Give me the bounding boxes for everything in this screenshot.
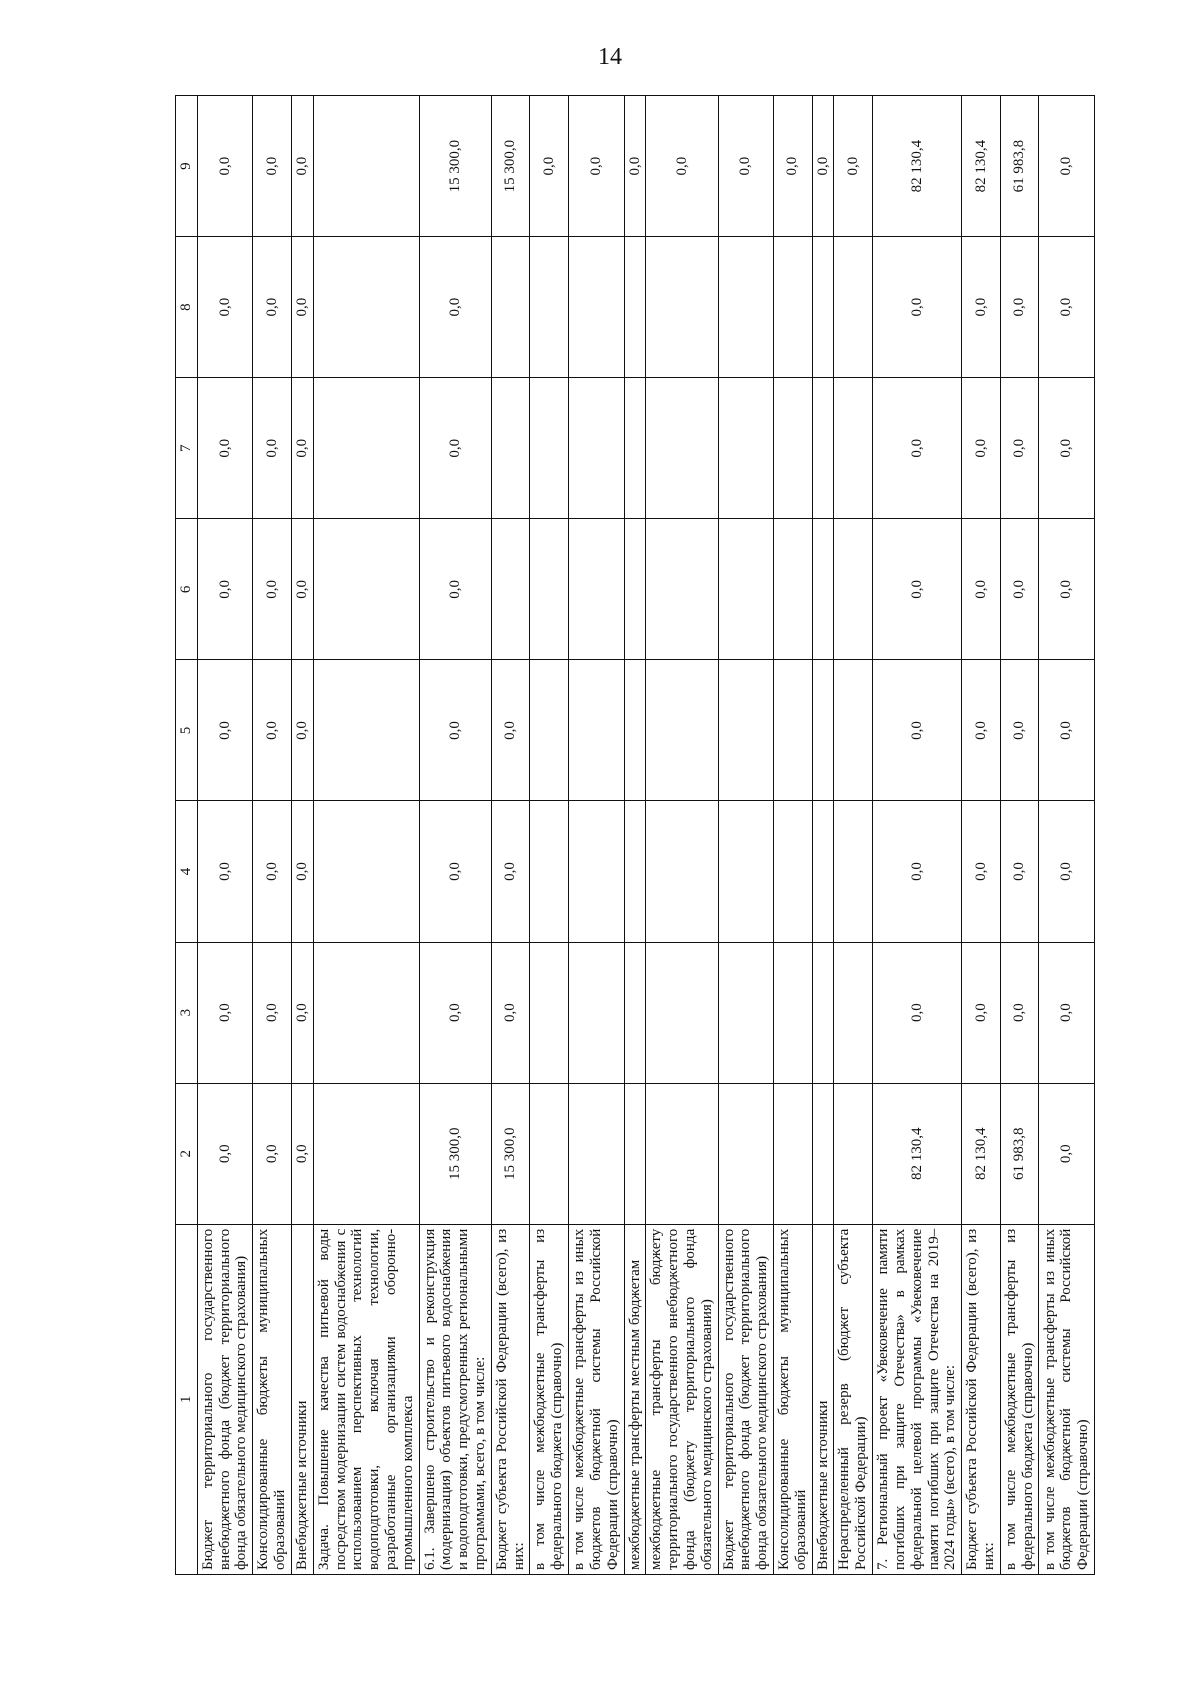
table-header [176, 96, 198, 1575]
value-cell: 0,0 [1039, 660, 1095, 801]
value-cell: 0,0 [253, 378, 292, 519]
table-row [962, 96, 1001, 1575]
value-cell: 0,0 [291, 519, 313, 660]
row-label: Задача. Повышение качества питьевой воды посредством модернизации систем водоснабжения с использованием перспективных технологий водоподготовки, включая технологии, разработанные организациями оборонно-промышленного комплекса [313, 1224, 419, 1574]
value-cell: 82 130,4 [873, 96, 962, 237]
value-cell: 0,0 [962, 378, 1001, 519]
row-label: межбюджетные трансферты местным бюджетам [624, 1224, 646, 1574]
value-cell: 0,0 [962, 237, 1001, 378]
value-cell [718, 1083, 773, 1224]
table-row [624, 96, 646, 1575]
row-label: в том числе межбюджетные трансферты из иных бюджетов бюджетной системы Российской Федерации (справочно) [569, 1224, 624, 1574]
value-cell [569, 378, 624, 519]
value-cell: 0,0 [569, 96, 624, 237]
value-cell: 0,0 [1000, 519, 1039, 660]
row-label: Внебюджетные источники [812, 1224, 834, 1574]
value-cell [624, 378, 646, 519]
value-cell: 0,0 [197, 237, 252, 378]
value-cell: 0,0 [291, 660, 313, 801]
value-cell [812, 519, 834, 660]
value-cell: 15 300,0 [419, 1083, 491, 1224]
row-label: в том числе межбюджетные трансферты из иных бюджетов бюджетной системы Российской Федерации (справочно) [1039, 1224, 1095, 1574]
value-cell: 0,0 [1039, 801, 1095, 942]
value-cell [491, 237, 530, 378]
value-cell: 0,0 [291, 942, 313, 1083]
row-label: Бюджет субъекта Российской Федерации (всего), из них: [491, 1224, 530, 1574]
value-cell: 0,0 [291, 378, 313, 519]
value-cell [313, 378, 419, 519]
value-cell [569, 942, 624, 1083]
value-cell [812, 237, 834, 378]
value-cell: 0,0 [1000, 942, 1039, 1083]
value-cell: 0,0 [873, 519, 962, 660]
value-cell: 0,0 [1000, 237, 1039, 378]
value-cell: 0,0 [1039, 519, 1095, 660]
value-cell: 0,0 [419, 660, 491, 801]
value-cell: 0,0 [718, 96, 773, 237]
value-cell [624, 1083, 646, 1224]
row-label: в том числе межбюджетные трансферты из федерального бюджета (справочно) [530, 1224, 569, 1574]
column-header: 8 [176, 237, 198, 378]
value-cell [718, 660, 773, 801]
value-cell [774, 801, 813, 942]
value-cell [530, 801, 569, 942]
value-cell: 82 130,4 [962, 96, 1001, 237]
page-number: 14 [598, 44, 622, 70]
value-cell [313, 801, 419, 942]
value-cell: 0,0 [253, 519, 292, 660]
value-cell [834, 801, 873, 942]
column-header: 9 [176, 96, 198, 237]
value-cell: 0,0 [291, 237, 313, 378]
table-row [646, 96, 718, 1575]
table-body [197, 96, 1094, 1575]
value-cell: 0,0 [253, 801, 292, 942]
value-cell [774, 1083, 813, 1224]
value-cell [646, 1083, 718, 1224]
value-cell: 0,0 [197, 660, 252, 801]
value-cell: 0,0 [253, 1083, 292, 1224]
value-cell [530, 942, 569, 1083]
value-cell [718, 801, 773, 942]
table-row [197, 96, 252, 1575]
value-cell [834, 378, 873, 519]
value-cell [834, 519, 873, 660]
value-cell: 0,0 [491, 942, 530, 1083]
row-label: в том числе межбюджетные трансферты из федерального бюджета (справочно) [1000, 1224, 1039, 1574]
value-cell: 0,0 [419, 942, 491, 1083]
table-row [419, 96, 491, 1575]
value-cell: 0,0 [419, 237, 491, 378]
value-cell: 0,0 [253, 942, 292, 1083]
value-cell: 0,0 [1000, 660, 1039, 801]
column-header: 7 [176, 378, 198, 519]
value-cell: 0,0 [197, 801, 252, 942]
value-cell: 0,0 [530, 96, 569, 237]
table-row [313, 96, 419, 1575]
value-cell [718, 237, 773, 378]
budget-table [175, 95, 1095, 1575]
value-cell [569, 519, 624, 660]
table-row [774, 96, 813, 1575]
value-cell: 0,0 [624, 96, 646, 237]
value-cell [624, 237, 646, 378]
value-cell [530, 378, 569, 519]
value-cell [774, 519, 813, 660]
column-header: 1 [176, 1224, 198, 1574]
value-cell: 0,0 [253, 96, 292, 237]
value-cell [646, 801, 718, 942]
row-label: Бюджет территориального государственного внебюджетного фонда (бюджет территориального фонда обязательного медицинского страхования) [718, 1224, 773, 1574]
value-cell: 0,0 [1039, 942, 1095, 1083]
value-cell [646, 237, 718, 378]
value-cell: 61 983,8 [1000, 1083, 1039, 1224]
table-row [291, 96, 313, 1575]
value-cell: 0,0 [197, 96, 252, 237]
value-cell [569, 1083, 624, 1224]
value-cell: 61 983,8 [1000, 96, 1039, 237]
value-cell: 0,0 [873, 237, 962, 378]
table-row [718, 96, 773, 1575]
value-cell: 0,0 [1000, 378, 1039, 519]
value-cell: 0,0 [1039, 237, 1095, 378]
value-cell [530, 660, 569, 801]
value-cell: 0,0 [774, 96, 813, 237]
value-cell [646, 942, 718, 1083]
value-cell: 0,0 [962, 660, 1001, 801]
value-cell: 15 300,0 [491, 96, 530, 237]
value-cell: 0,0 [419, 378, 491, 519]
value-cell: 0,0 [834, 96, 873, 237]
value-cell [834, 660, 873, 801]
value-cell [834, 942, 873, 1083]
value-cell: 0,0 [491, 660, 530, 801]
value-cell: 0,0 [873, 801, 962, 942]
value-cell [530, 519, 569, 660]
value-cell [774, 237, 813, 378]
value-cell [624, 942, 646, 1083]
table-row [530, 96, 569, 1575]
table-row [569, 96, 624, 1575]
column-header: 3 [176, 942, 198, 1083]
table-row [253, 96, 292, 1575]
value-cell [313, 660, 419, 801]
value-cell [718, 519, 773, 660]
table-row [834, 96, 873, 1575]
value-cell: 0,0 [873, 660, 962, 801]
value-cell [646, 660, 718, 801]
value-cell: 0,0 [812, 96, 834, 237]
value-cell [834, 1083, 873, 1224]
value-cell [774, 942, 813, 1083]
value-cell: 0,0 [1039, 1083, 1095, 1224]
value-cell: 0,0 [197, 519, 252, 660]
value-cell [774, 660, 813, 801]
value-cell: 15 300,0 [419, 96, 491, 237]
rotated-table-frame [175, 95, 1095, 1575]
table-row [1039, 96, 1095, 1575]
row-label: межбюджетные трансферты бюджету территориального государственного внебюджетного фонда (бюджету территориального фонда обязательного медицинского страхования) [646, 1224, 718, 1574]
row-label: Консолидированные бюджеты муниципальных образований [253, 1224, 292, 1574]
column-header: 6 [176, 519, 198, 660]
row-label: 6.1. Завершено строительство и реконструкция (модернизация) объектов питьевого водоснабжения и водоподготовки, предусмотренных региональными программами, всего, в том числе: [419, 1224, 491, 1574]
value-cell [313, 519, 419, 660]
value-cell: 0,0 [197, 378, 252, 519]
value-cell [812, 1083, 834, 1224]
value-cell [718, 942, 773, 1083]
value-cell: 0,0 [197, 1083, 252, 1224]
value-cell [530, 1083, 569, 1224]
value-cell: 0,0 [291, 1083, 313, 1224]
value-cell [313, 237, 419, 378]
value-cell [624, 660, 646, 801]
value-cell [624, 801, 646, 942]
column-header: 4 [176, 801, 198, 942]
value-cell [313, 96, 419, 237]
value-cell [646, 519, 718, 660]
value-cell [774, 378, 813, 519]
value-cell [313, 1083, 419, 1224]
value-cell: 0,0 [1039, 378, 1095, 519]
value-cell: 0,0 [419, 801, 491, 942]
value-cell [812, 942, 834, 1083]
value-cell [718, 378, 773, 519]
value-cell: 0,0 [962, 801, 1001, 942]
row-label: 7. Региональный проект «Увековечение памяти погибших при защите Отечества» в рамках федеральной целевой программы «Увековечение памяти погибших при защите Отечества на 2019–2024 годы» (всего), в том числе: [873, 1224, 962, 1574]
value-cell: 0,0 [873, 378, 962, 519]
value-cell [812, 378, 834, 519]
value-cell: 0,0 [1000, 801, 1039, 942]
value-cell: 0,0 [491, 801, 530, 942]
value-cell [530, 237, 569, 378]
value-cell: 0,0 [873, 942, 962, 1083]
value-cell [569, 801, 624, 942]
value-cell: 82 130,4 [873, 1083, 962, 1224]
row-label: Нераспределенный резерв (бюджет субъекта Российской Федерации) [834, 1224, 873, 1574]
value-cell [834, 237, 873, 378]
value-cell: 0,0 [253, 237, 292, 378]
value-cell: 0,0 [419, 519, 491, 660]
value-cell [313, 942, 419, 1083]
value-cell [491, 378, 530, 519]
value-cell: 0,0 [646, 96, 718, 237]
value-cell: 0,0 [291, 801, 313, 942]
value-cell: 0,0 [962, 942, 1001, 1083]
column-header: 5 [176, 660, 198, 801]
table-row [1000, 96, 1039, 1575]
value-cell [569, 237, 624, 378]
value-cell [569, 660, 624, 801]
value-cell: 0,0 [962, 519, 1001, 660]
value-cell: 0,0 [197, 942, 252, 1083]
column-header: 2 [176, 1083, 198, 1224]
row-label: Бюджет территориального государственного внебюджетного фонда (бюджет территориального фонда обязательного медицинского страхования) [197, 1224, 252, 1574]
value-cell: 0,0 [1039, 96, 1095, 237]
table-row [812, 96, 834, 1575]
value-cell [812, 801, 834, 942]
value-cell: 15 300,0 [491, 1083, 530, 1224]
table-row [491, 96, 530, 1575]
value-cell [491, 519, 530, 660]
row-label: Консолидированные бюджеты муниципальных образований [774, 1224, 813, 1574]
header-row [176, 96, 198, 1575]
table-container [175, 95, 1095, 1575]
value-cell: 0,0 [253, 660, 292, 801]
value-cell [624, 519, 646, 660]
value-cell: 0,0 [291, 96, 313, 237]
row-label: Бюджет субъекта Российской Федерации (всего), из них: [962, 1224, 1001, 1574]
table-row [873, 96, 962, 1575]
row-label: Внебюджетные источники [291, 1224, 313, 1574]
value-cell [646, 378, 718, 519]
value-cell: 82 130,4 [962, 1083, 1001, 1224]
value-cell [812, 660, 834, 801]
